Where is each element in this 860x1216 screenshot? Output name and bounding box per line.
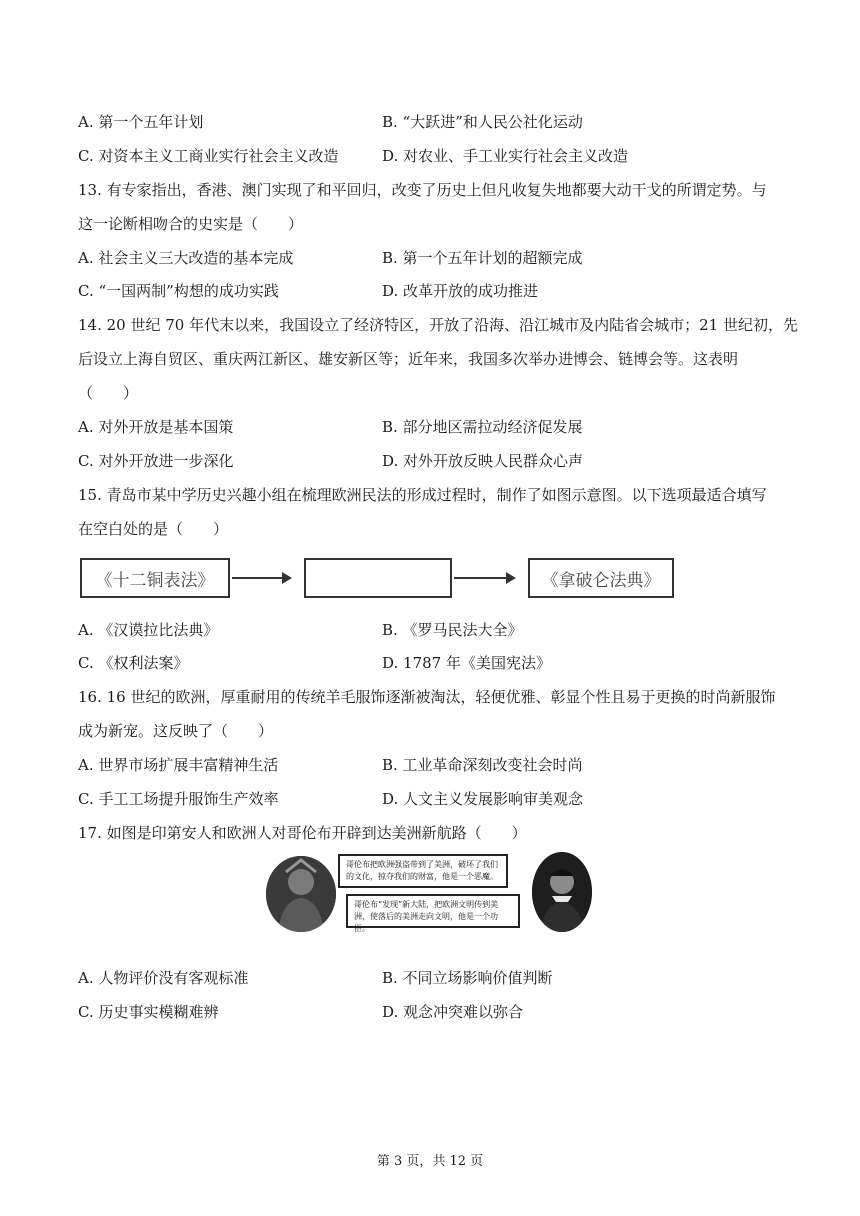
q14-stem-line2: 后设立上海自贸区、重庆两江新区、雄安新区等；近年来，我国多次举办进博会、链博会等。这表明 [78, 350, 739, 368]
diagram-box-blank [304, 558, 452, 598]
q14-option-d: D. 对外开放反映人民群众心声 [382, 452, 584, 470]
q17-option-b: B. 不同立场影响价值判断 [382, 969, 553, 987]
q15-option-d: D. 1787 年《美国宪法》 [382, 654, 551, 672]
diagram-box-twelve-tables: 《十二铜表法》 [80, 558, 230, 598]
q15-stem-line2: 在空白处的是（ ） [78, 520, 229, 538]
q17-stem-line1: 17. 如图是印第安人和欧洲人对哥伦布开辟到达美洲新航路（ ） [78, 824, 527, 842]
q14-option-c: C. 对外开放进一步深化 [78, 452, 234, 470]
q16-stem-line1: 16. 16 世纪的欧洲，厚重耐用的传统羊毛服饰逐渐被淘汰，轻便优雅、彰显个性且易于更换的时尚新服饰 [78, 688, 776, 706]
q16-option-d: D. 人文主义发展影响审美观念 [382, 790, 584, 808]
q12-option-d: D. 对农业、手工业实行社会主义改造 [382, 147, 629, 165]
q13-option-c: C. “一国两制”构想的成功实践 [78, 282, 279, 300]
page-footer: 第 3 页，共 12 页 [376, 1154, 484, 1169]
q13-option-a: A. 社会主义三大改造的基本完成 [78, 249, 294, 267]
q13-stem-line1: 13. 有专家指出，香港、澳门实现了和平回归，改变了历史上但凡收复失地都要大动干戈的所谓定势。与 [78, 181, 767, 199]
q13-option-b: B. 第一个五年计划的超额完成 [382, 249, 583, 267]
q15-stem-line1: 15. 青岛市某中学历史兴趣小组在梳理欧洲民法的形成过程时，制作了如图示意图。以下选项最适合填写 [78, 486, 767, 504]
q13-option-d: D. 改革开放的成功推进 [382, 282, 539, 300]
european-person-portrait [532, 852, 592, 932]
diagram-arrow-2 [454, 577, 514, 579]
q17-option-c: C. 历史事实模糊难辨 [78, 1003, 219, 1021]
q13-stem-line2: 这一论断相吻合的史实是（ ） [78, 215, 304, 233]
european-speech-bubble: 哥伦布“发现”新大陆，把欧洲文明传到美洲，使落后的美洲走向文明，他是一个功臣。 [346, 894, 520, 928]
q14-option-a: A. 对外开放是基本国策 [78, 418, 234, 436]
q14-stem-line3: （ ） [78, 384, 139, 402]
q16-option-a: A. 世界市场扩展丰富精神生活 [78, 756, 279, 774]
q16-stem-line2: 成为新宠。这反映了（ ） [78, 722, 274, 740]
indigenous-person-portrait [266, 856, 336, 932]
q12-option-b: B. “大跃进”和人民公社化运动 [382, 113, 583, 131]
q17-option-d: D. 观念冲突难以弥合 [382, 1003, 524, 1021]
q12-option-c: C. 对资本主义工商业实行社会主义改造 [78, 147, 339, 165]
q14-option-b: B. 部分地区需拉动经济促发展 [382, 418, 583, 436]
diagram-arrow-1 [232, 577, 290, 579]
q17-option-a: A. 人物评价没有客观标准 [78, 969, 249, 987]
q16-option-b: B. 工业革命深刻改变社会时尚 [382, 756, 583, 774]
indigenous-speech-bubble: 哥伦布把欧洲强盗带到了美洲，破坏了我们的文化，掠夺我们的财富，他是一个恶魔。 [338, 854, 508, 888]
q15-option-b: B. 《罗马民法大全》 [382, 621, 523, 639]
q15-option-c: C. 《权利法案》 [78, 654, 189, 672]
q15-option-a: A. 《汉谟拉比法典》 [78, 621, 219, 639]
q12-option-a: A. 第一个五年计划 [78, 113, 204, 131]
diagram-box-napoleonic-code: 《拿破仑法典》 [528, 558, 674, 598]
q14-stem-line1: 14. 20 世纪 70 年代末以来，我国设立了经济特区，开放了沿海、沿江城市及内陆省会城市；21 世纪初，先 [78, 316, 798, 334]
q16-option-c: C. 手工工场提升服饰生产效率 [78, 790, 279, 808]
